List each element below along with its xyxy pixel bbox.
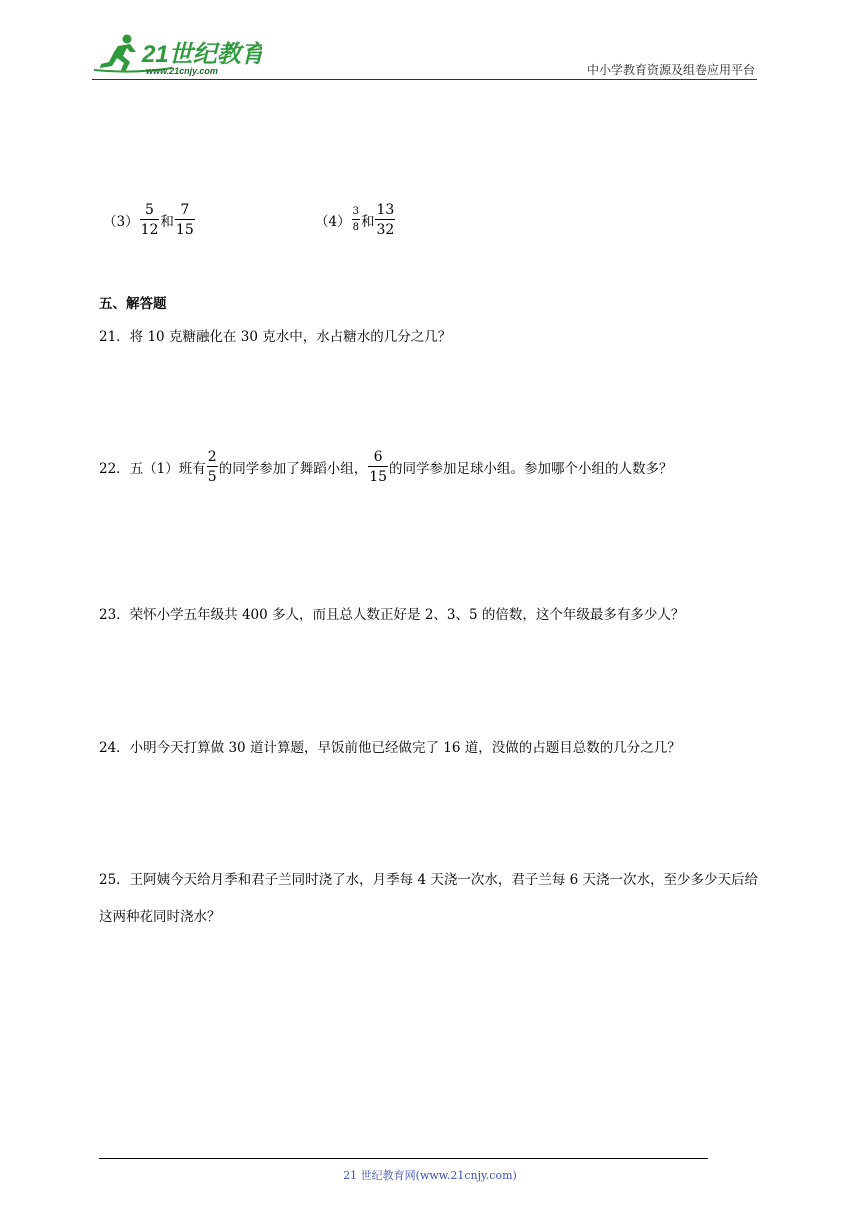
compare-item-3 (103, 203, 196, 237)
fraction-numerator: 5 (140, 203, 160, 220)
footer-text: 21 世纪教育网(www.21cnjy.com) (343, 1169, 517, 1182)
question-21: 21．将 10 克糖融化在 30 克水中，水占糖水的几分之几？ (99, 329, 452, 345)
compare-index: （3） (103, 214, 139, 230)
footer-divider (99, 1158, 708, 1159)
logo-title: 21世纪教育 (142, 41, 262, 68)
question-23: 23．荣怀小学五年级共 400 多人，而且总人数正好是 2、3、5 的倍数，这个年级最多有多少人？ (99, 607, 685, 623)
compare-conjunction: 和 (160, 214, 174, 230)
fraction-numerator: 6 (368, 450, 388, 467)
header-divider (92, 79, 757, 80)
compare-index: （4） (315, 214, 351, 230)
fraction-denominator: 15 (369, 469, 388, 485)
fraction-numerator: 7 (175, 203, 195, 220)
question-22-text-1: 22．五（1）班有 (99, 461, 206, 477)
section-title: 五、解答题 (99, 296, 167, 312)
fraction-denominator: 5 (207, 469, 217, 485)
fraction-numerator: 2 (207, 449, 217, 465)
fraction-numerator: 13 (376, 202, 395, 218)
fraction (375, 203, 395, 237)
fraction-denominator: 32 (376, 222, 395, 238)
fraction (140, 203, 160, 237)
runner-logo-icon (92, 30, 262, 80)
site-logo (92, 30, 262, 80)
fraction-denominator: 12 (140, 222, 159, 238)
question-22-text-3: 的同学参加足球小组。参加哪个小组的人数多？ (389, 461, 673, 477)
fraction (175, 203, 195, 237)
question-22-text-2: 的同学参加了舞蹈小组， (218, 461, 368, 477)
logo-url: www.21cnjy.com (146, 66, 218, 76)
compare-item-4 (315, 203, 396, 237)
fraction-denominator: 8 (352, 222, 359, 233)
fraction (352, 207, 360, 233)
question-24: 24．小明今天打算做 30 道计算题，早饭前他已经做完了 16 道，没做的占题目总数的几分之几？ (99, 740, 681, 756)
question-25: 25．王阿姨今天给月季和君子兰同时浇了水，月季每 4 天浇一次水，君子兰每 6 天浇一次水，至少多少天后给这两种花同时浇水？ (99, 872, 759, 925)
fraction-numerator: 3 (352, 207, 360, 220)
fraction (207, 450, 218, 484)
fraction-denominator: 15 (175, 222, 194, 238)
fraction (368, 450, 388, 484)
question-22 (99, 450, 673, 484)
compare-conjunction: 和 (360, 214, 375, 230)
header-tagline: 中小学教育资源及组卷应用平台 (586, 63, 755, 77)
